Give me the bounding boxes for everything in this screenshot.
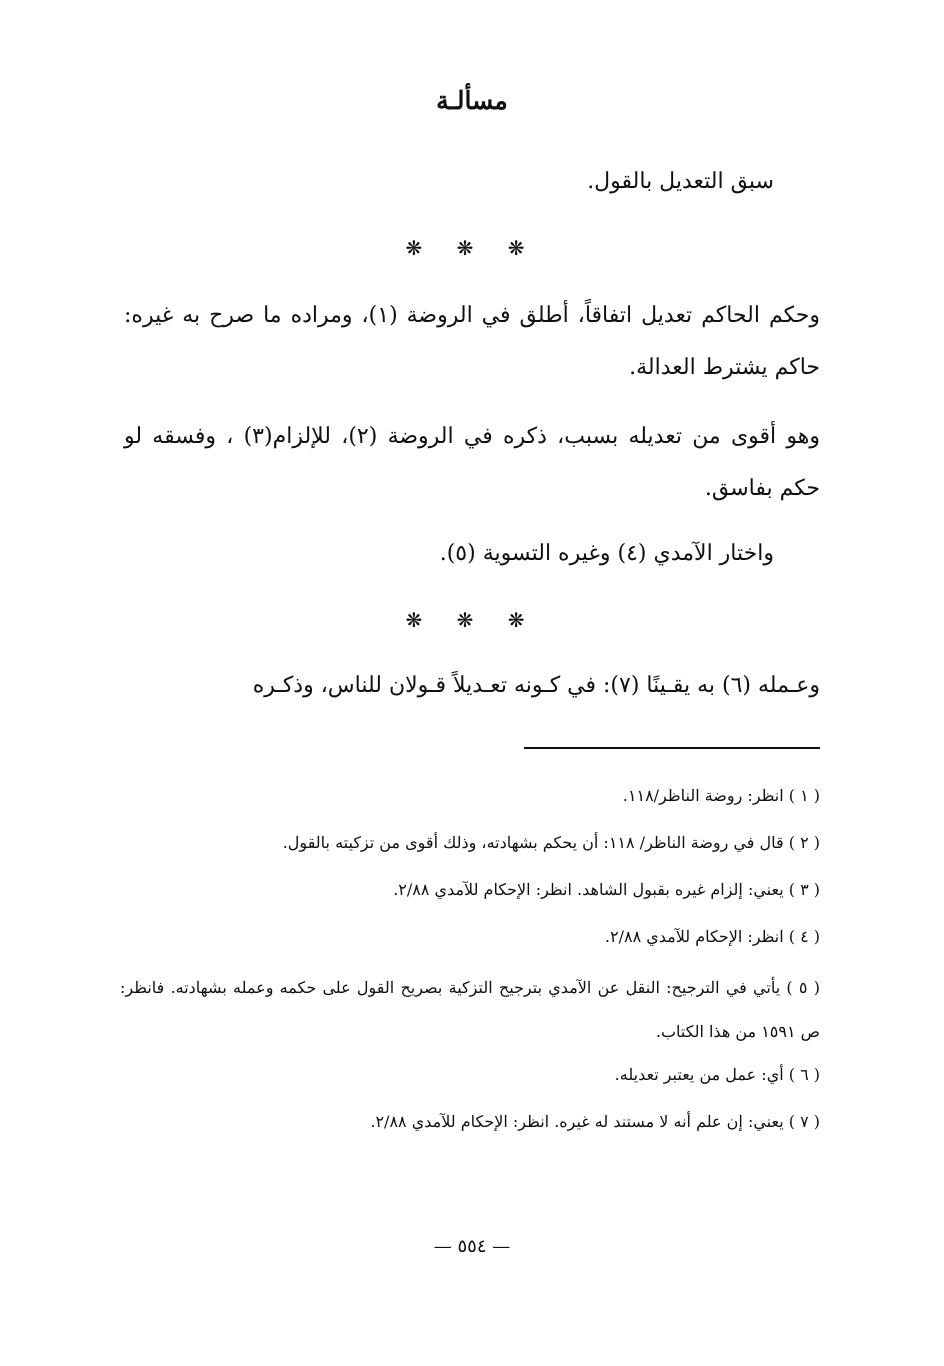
paragraph-5: وعـمله (٦) به يقـينًا (٧): في كـونه تعـديلاً قـولان للناس، وذكـره: [252, 673, 820, 698]
footnote: ( ٥ ) يأتي في الترجيح: النقل عن الآمدي بترجيح التزكية بصريح القول على حكمه وعمله بشهادته. فانظر: ص ١٥٩١ من هذا الكتاب.: [120, 978, 821, 1041]
footnote: ( ٤ ) انظر: الإحكام للآمدي ٢/٨٨.: [604, 927, 820, 946]
footnote: ( ٧ ) يعني: إن علم أنه لا مستند له غيره. انظر: الإحكام للآمدي ٢/٨٨.: [370, 1112, 820, 1131]
footnote: ( ١ ) انظر: روضة الناظر/١١٨.: [622, 786, 820, 805]
paragraph-4: واختار الآمدي (٤) وغيره التسوية (٥).: [439, 541, 774, 566]
section-separator: ❋ ❋ ❋: [405, 608, 539, 632]
paragraph-3: وهو أقوى من تعديله بسبب، ذكره في الروضة (٢)، للإلزام(٣) ، وفسقه لو حكم بفاسق.: [124, 424, 821, 501]
paragraph-2: وحكم الحاكم تعديل اتفاقاً، أطلق في الروضة (١)، ومراده ما صرح به غيره: حاكم يشترط العدالة.: [124, 303, 820, 380]
footnote: ( ٢ ) قال في روضة الناظر/ ١١٨: أن يحكم بشهادته، وذلك أقوى من تزكيته بالقول.: [282, 833, 820, 852]
footnote: ( ٣ ) يعني: إلزام غيره بقبول الشاهد. انظر: الإحكام للآمدي ٢/٨٨.: [393, 880, 820, 899]
footnote: ( ٦ ) أي: عمل من يعتبر تعديله.: [614, 1065, 820, 1084]
footnote-divider: [524, 747, 820, 749]
section-separator: ❋ ❋ ❋: [405, 236, 539, 260]
footnotes: [120, 778, 820, 1151]
page-heading: مسألـة: [436, 86, 508, 115]
page-number: — ٥٥٤ —: [433, 1236, 511, 1257]
paragraph-1: سبق التعديل بالقول.: [587, 169, 774, 194]
